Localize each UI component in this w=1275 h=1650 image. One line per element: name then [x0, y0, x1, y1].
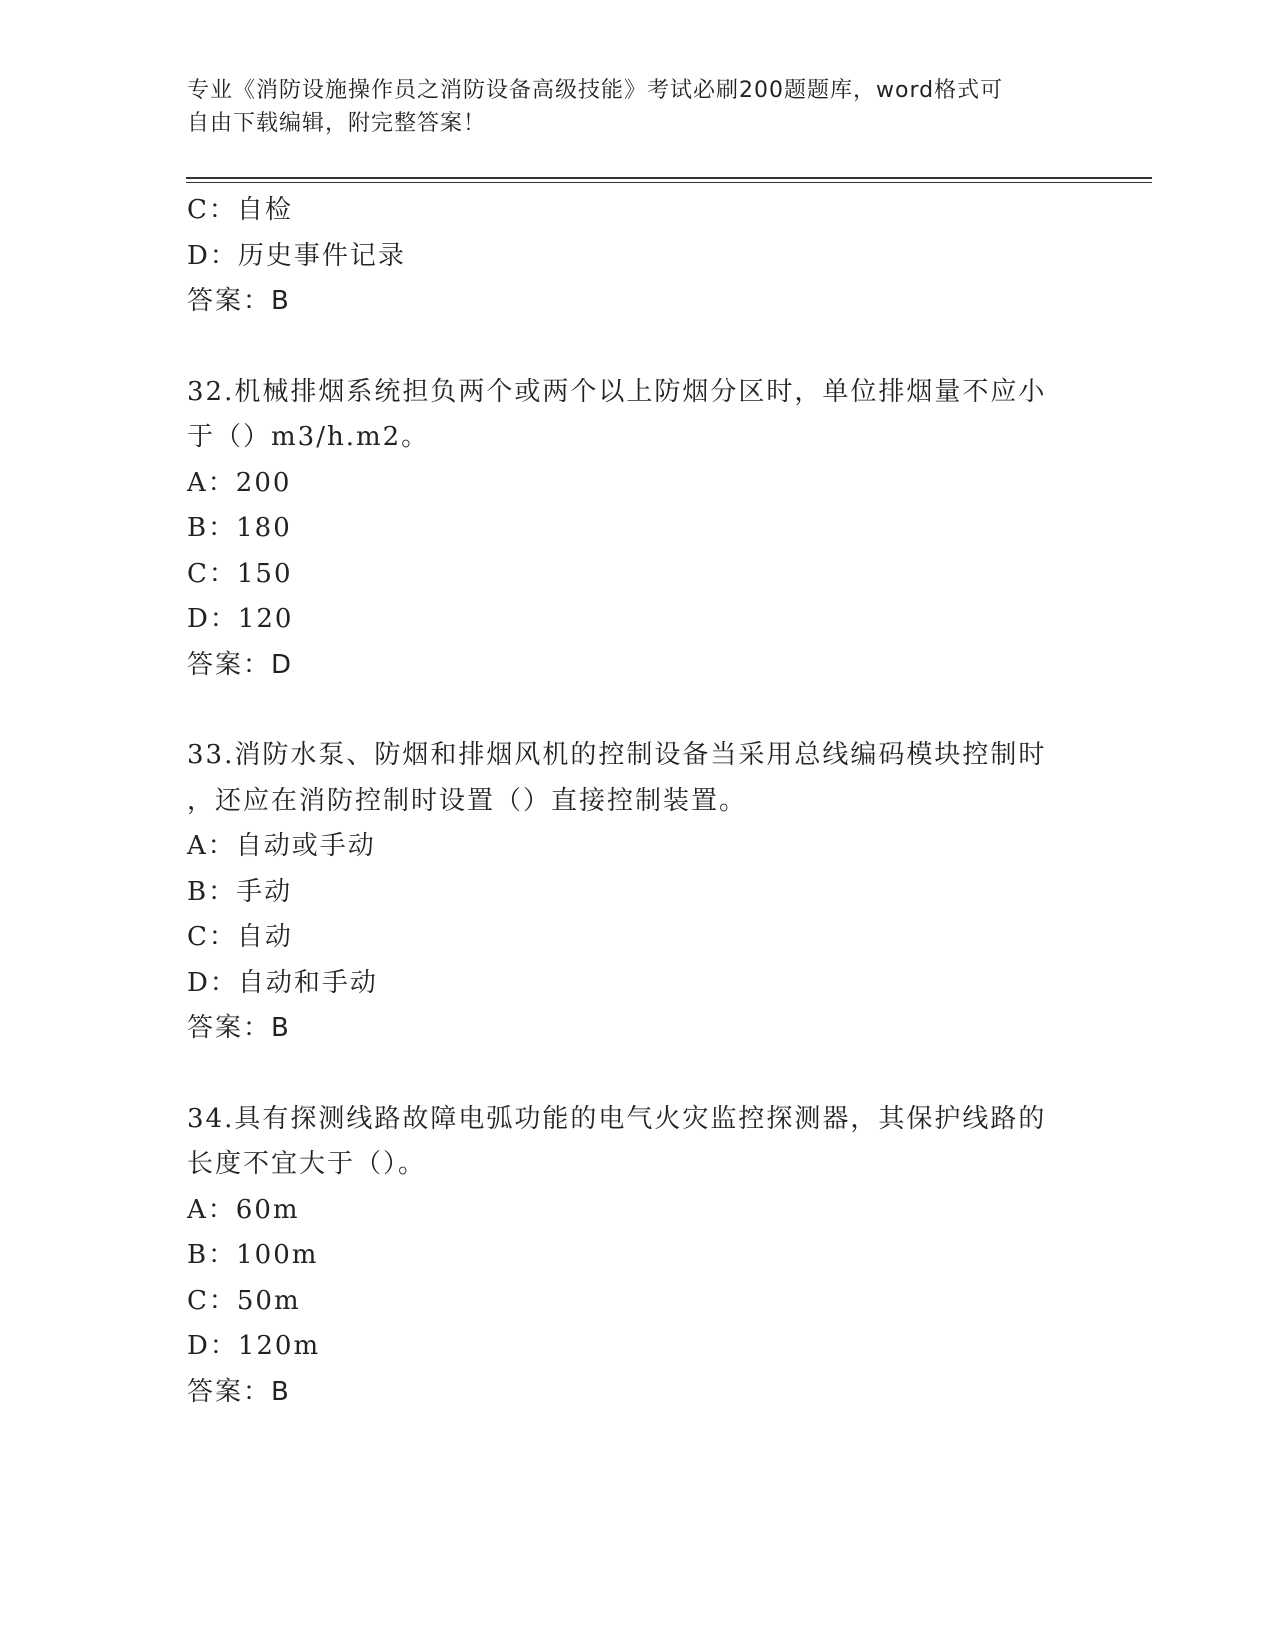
header-divider-thick — [186, 177, 1152, 179]
option-d: D：120m — [187, 1331, 321, 1361]
option-d: D：自动和手动 — [187, 967, 378, 998]
document-header — [187, 74, 1067, 140]
header-line-2: 自由下载编辑，附完整答案！ — [187, 111, 487, 136]
question-text-line-2: 长度不宜大于（）。 — [187, 1149, 427, 1179]
option-c: C：50m — [187, 1285, 301, 1316]
header-divider-thin — [186, 182, 1152, 183]
option-b: B：180 — [187, 513, 292, 543]
option-a: A：60m — [187, 1194, 300, 1225]
spacer — [187, 688, 1087, 733]
question-text-line-1: 33.消防水泵、防烟和排烟风机的控制设备当采用总线编码模块控制时 — [187, 740, 1047, 770]
option-a: A：200 — [187, 467, 292, 498]
question-text-line-2: 于（）m3/h.m2。 — [187, 422, 430, 452]
option-c: C：150 — [187, 558, 293, 589]
spacer — [187, 1052, 1087, 1097]
question-text-line-2: ，还应在消防控制时设置（）直接控制装置。 — [187, 785, 748, 816]
spacer — [187, 325, 1087, 370]
option-d: D：120 — [187, 604, 294, 634]
option-d: D：历史事件记录 — [187, 240, 406, 271]
option-b: B：手动 — [187, 876, 293, 907]
option-a: A：自动或手动 — [187, 831, 376, 861]
question-33 — [187, 733, 1087, 1052]
answer-line: 答案：B — [187, 1013, 291, 1043]
option-c: C：自动 — [187, 922, 293, 952]
answer-line: 答案：D — [187, 649, 294, 680]
previous-question-tail — [187, 188, 1087, 325]
option-c: C：自检 — [187, 195, 293, 225]
option-b: B：100m — [187, 1240, 319, 1270]
answer-line: 答案：B — [187, 286, 291, 316]
question-text-line-1: 32.机械排烟系统担负两个或两个以上防烟分区时，单位排烟量不应小 — [187, 376, 1047, 407]
question-content — [187, 188, 1087, 1415]
answer-line: 答案：B — [187, 1376, 291, 1407]
question-34 — [187, 1097, 1087, 1416]
question-text-line-1: 34.具有探测线路故障电弧功能的电气火灾监控探测器，其保护线路的 — [187, 1103, 1047, 1134]
question-32 — [187, 370, 1087, 689]
header-line-1: 专业《消防设施操作员之消防设备高级技能》考试必刷200题题库，word格式可 — [187, 78, 1004, 103]
